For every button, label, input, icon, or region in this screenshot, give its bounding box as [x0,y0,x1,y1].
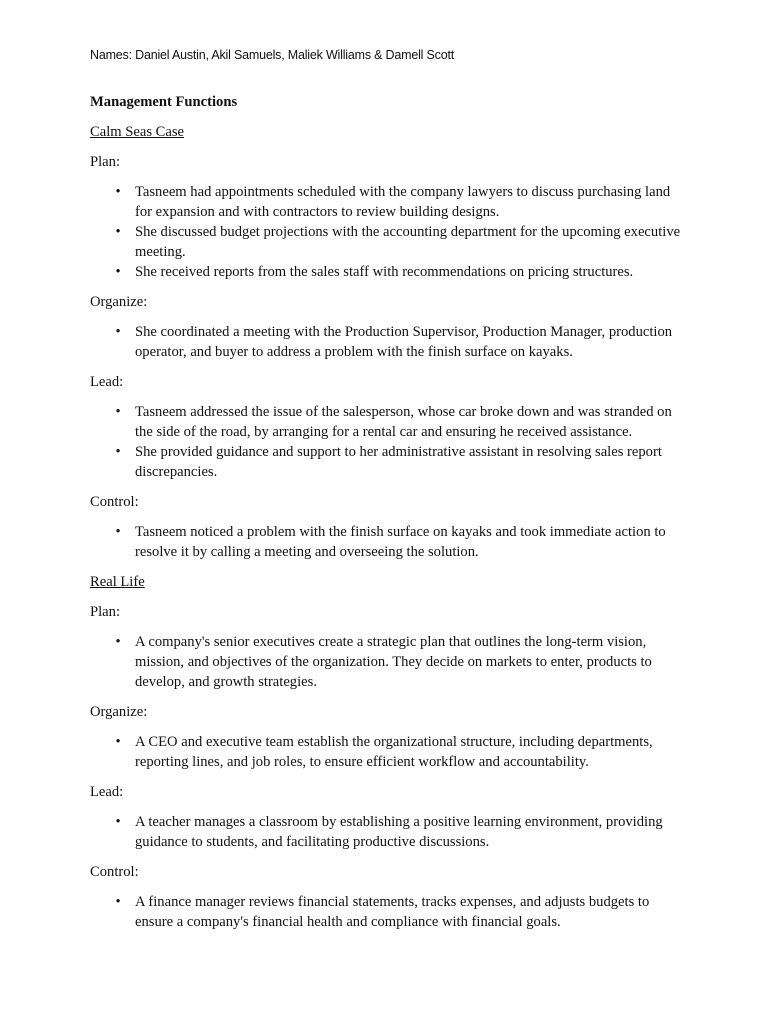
list-item [90,632,690,692]
list-item-text: She received reports from the sales staff with recommendations on pricing structures. [135,264,634,280]
list-item-text: She coordinated a meeting with the Production Supervisor, Production Manager, production operator, and buyer to address a problem with the finish surface on kayaks. [135,324,673,360]
author-names: Names: Daniel Austin, Akil Samuels, Maliek Williams & Damell Scott [90,48,455,62]
bullet-icon: • [115,734,121,750]
list-item-text: A finance manager reviews financial statements, tracks expenses, and adjusts budgets to ensure a company's financial health and compliance with financial goals. [135,894,650,930]
control-list [90,892,690,932]
label-lead: Lead: [90,374,124,390]
plan-list [90,182,690,282]
organize-list [90,322,690,362]
bullet-icon: • [115,224,121,240]
list-item-text: A teacher manages a classroom by establishing a positive learning environment, providing guidance to students, and facilitating productive discussions. [135,814,663,850]
bullet-icon: • [115,524,121,540]
lead-list [90,402,690,482]
list-item-text: Tasneem had appointments scheduled with the company lawyers to discuss purchasing land for expansion and with contractors to review building designs. [135,184,671,220]
section-heading-real-life: Real Life [90,574,145,590]
section-heading-calm-seas: Calm Seas Case [90,124,185,140]
plan-list [90,632,690,692]
bullet-icon: • [115,404,121,420]
list-item-text: She provided guidance and support to her administrative assistant in resolving sales report discrepancies. [135,444,662,480]
list-item [90,402,690,442]
bullet-icon: • [115,444,121,460]
bullet-icon: • [115,634,121,650]
bullet-icon: • [115,894,121,910]
list-item-text: Tasneem noticed a problem with the finish surface on kayaks and took immediate action to resolve it by calling a meeting and overseeing the solution. [135,524,666,560]
label-lead: Lead: [90,784,124,800]
list-item-text: Tasneem addressed the issue of the salesperson, whose car broke down and was stranded on the side of the road, by arranging for a rental car and ensuring he received assistance. [135,404,672,440]
list-item [90,522,690,562]
document-title: Management Functions [90,94,238,110]
control-list [90,522,690,562]
label-plan: Plan: [90,154,120,170]
bullet-icon: • [115,264,121,280]
list-item [90,892,690,932]
list-item-text: She discussed budget projections with the accounting department for the upcoming executive meeting. [135,224,681,260]
label-organize: Organize: [90,294,148,310]
label-organize: Organize: [90,704,148,720]
label-control: Control: [90,864,139,880]
document-body [90,92,690,942]
list-item-text: A company's senior executives create a strategic plan that outlines the long-term vision, mission, and objectives of the organization. They decide on markets to enter, products to develop, and growth strategies. [135,634,652,690]
lead-list [90,812,690,852]
bullet-icon: • [115,324,121,340]
list-item [90,222,690,262]
bullet-icon: • [115,814,121,830]
list-item [90,442,690,482]
bullet-icon: • [115,184,121,200]
list-item [90,182,690,222]
list-item [90,812,690,852]
label-plan: Plan: [90,604,120,620]
list-item [90,732,690,772]
label-control: Control: [90,494,139,510]
organize-list [90,732,690,772]
list-item [90,322,690,362]
list-item [90,262,690,282]
list-item-text: A CEO and executive team establish the organizational structure, including departments, reporting lines, and job roles, to ensure efficient workflow and accountability. [135,734,653,770]
